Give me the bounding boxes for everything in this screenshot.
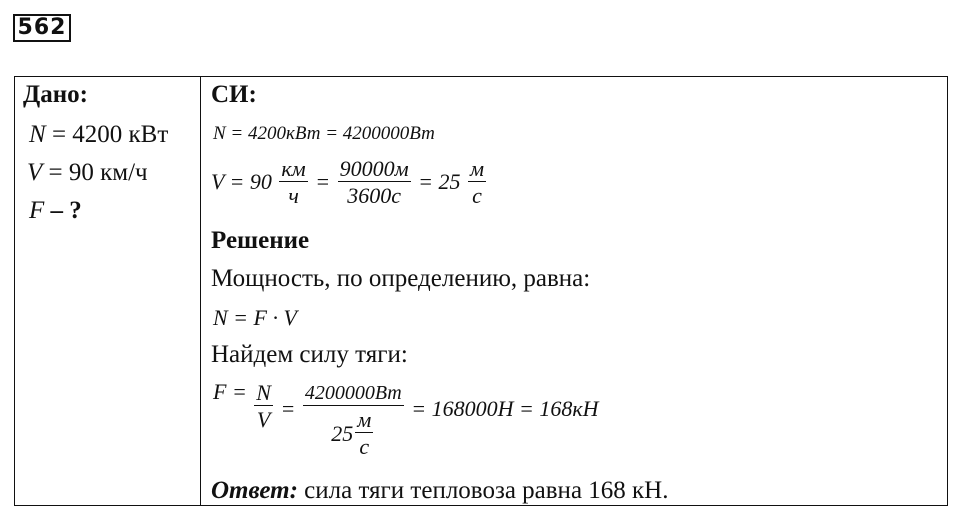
force-lhs: F = bbox=[213, 378, 247, 404]
solution-text-power: Мощность, по определению, равна: bbox=[211, 265, 591, 292]
si-speed-mid: = 25 bbox=[418, 169, 461, 195]
given-unknown-mark: – ? bbox=[44, 197, 82, 224]
solution-formula-power: N = F · V bbox=[213, 305, 297, 330]
given-speed bbox=[27, 159, 148, 187]
si-speed-frac3: $\frac{м}{с}$ bbox=[470, 156, 485, 209]
answer-line bbox=[211, 477, 669, 505]
given-speed-value: = 90 км/ч bbox=[42, 159, 148, 186]
si-header: СИ: bbox=[211, 81, 257, 108]
solution-text-force: Найдем силу тяги: bbox=[211, 341, 408, 368]
force-den-frac: $\frac{м}{с}$ bbox=[357, 407, 372, 460]
given-power-value: = 4200 кВт bbox=[45, 121, 169, 148]
si-speed-conversion bbox=[211, 157, 488, 207]
problem-number: 562 bbox=[13, 14, 71, 42]
si-speed-frac1: $\frac{км}{ч}$ bbox=[281, 156, 306, 209]
given-speed-var: V bbox=[27, 159, 43, 186]
force-eq: = bbox=[280, 396, 296, 421]
answer-text: сила тяги тепловоза равна 168 кН. bbox=[297, 477, 669, 504]
column-divider bbox=[200, 77, 201, 505]
given-unknown-var: F bbox=[29, 197, 45, 224]
solution-table bbox=[14, 76, 948, 506]
given-unknown bbox=[29, 197, 82, 225]
force-rhs: = 168000Н = 168кН bbox=[411, 396, 599, 421]
given-power bbox=[29, 121, 168, 149]
given-power-var: N bbox=[29, 121, 46, 148]
si-speed-eq: = bbox=[315, 169, 331, 195]
force-frac2: 4200000Вт 25 $\frac{м}{с}$ bbox=[303, 377, 404, 458]
solution-header: Решение bbox=[211, 227, 310, 254]
force-frac1: $\frac{N}{V}$ bbox=[256, 380, 271, 433]
answer-label: Ответ: bbox=[211, 477, 298, 504]
given-header: Дано: bbox=[23, 81, 88, 108]
force-den-coef: 25 bbox=[331, 420, 354, 446]
solution-formula-force bbox=[213, 377, 599, 458]
si-speed-lhs: V = 90 bbox=[211, 169, 272, 195]
si-speed-frac2: $\frac{90000м}{3600с}$ bbox=[339, 156, 409, 209]
si-power-conversion: N = 4200кВт = 4200000Вт bbox=[213, 123, 435, 144]
